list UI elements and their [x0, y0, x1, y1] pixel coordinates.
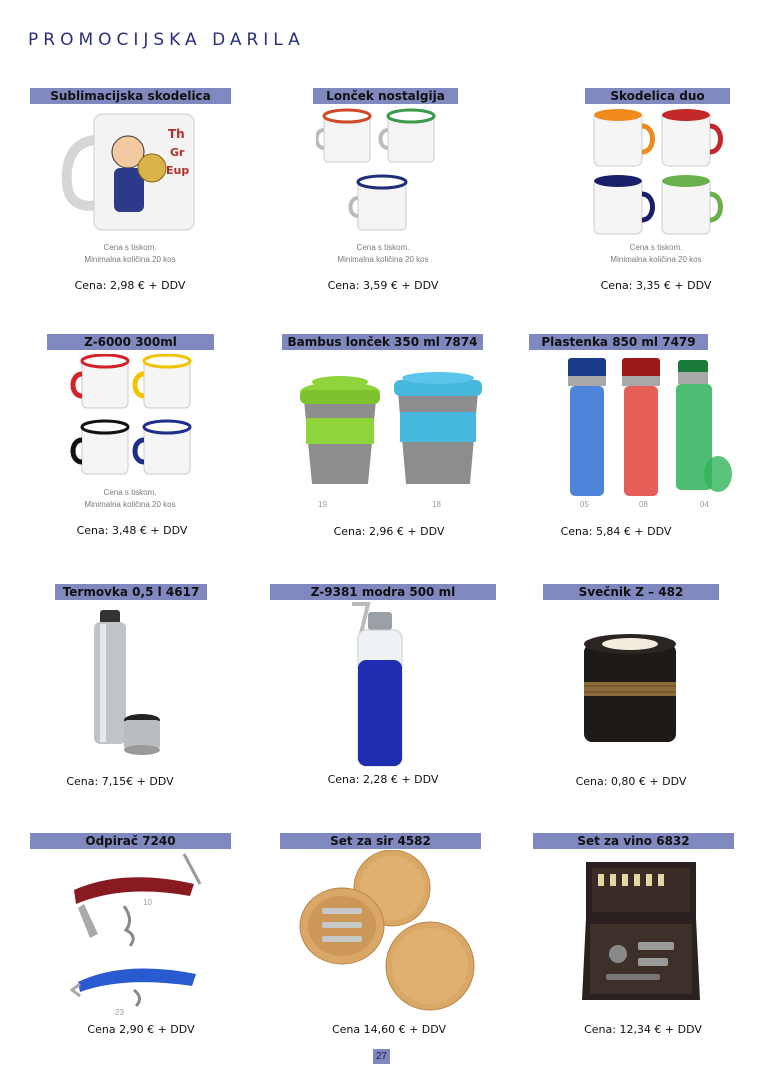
note-line: Cena s tiskom.: [103, 243, 157, 252]
price-note: [30, 487, 230, 511]
duo-mugs-image: [592, 108, 726, 238]
page-title: PROMOCIJSKA DARILA: [28, 30, 305, 50]
product-price: Cena: 2,28 € + DDV: [327, 773, 439, 786]
note-line: Minimalna količina 20 kos: [84, 500, 176, 509]
cheese-set-image: [298, 850, 478, 1014]
product-label-odpirac: Odpirač 7240: [30, 833, 231, 849]
price-note: [30, 242, 230, 266]
variant-code: 18: [432, 500, 441, 509]
variant-code: 08: [639, 500, 648, 509]
product-price: Cena 14,60 € + DDV: [331, 1023, 447, 1036]
candle-holder-image: [578, 630, 682, 750]
svg-text:Th: Th: [168, 127, 185, 141]
bamboo-cups-image: [296, 370, 488, 490]
corkscrew-image: [64, 850, 204, 1010]
variant-code: 04: [700, 500, 709, 509]
product-price: Cena: 5,84 € + DDV: [560, 525, 672, 538]
note-line: Minimalna količina 20 kos: [610, 255, 702, 264]
svg-text:Gr: Gr: [170, 146, 185, 159]
price-note: [283, 242, 483, 266]
note-line: Cena s tiskom.: [629, 243, 683, 252]
svg-text:Eup: Eup: [166, 164, 190, 177]
product-label-set-za-sir: Set za sir 4582: [280, 833, 481, 849]
product-price: Cena: 7,15€ + DDV: [66, 775, 174, 788]
z6000-mugs-image: [68, 354, 194, 478]
plastic-bottles-image: [560, 354, 740, 500]
product-label-set-za-vino: Set za vino 6832: [533, 833, 734, 849]
product-price: Cena: 2,98 € + DDV: [74, 279, 186, 292]
product-price: Cena: 12,34 € + DDV: [584, 1023, 702, 1036]
note-line: Minimalna količina 20 kos: [84, 255, 176, 264]
product-price: Cena: 0,80 € + DDV: [575, 775, 687, 788]
variant-code: 23: [115, 1008, 124, 1017]
product-label-z9381: Z-9381 modra 500 ml: [270, 584, 496, 600]
thermos-image: [88, 608, 168, 756]
variant-code: 19: [318, 500, 327, 509]
sublimation-mug-image: [60, 108, 200, 236]
note-line: Cena s tiskom.: [103, 488, 157, 497]
product-price: Cena: 3,59 € + DDV: [327, 279, 439, 292]
variant-code: 10: [143, 898, 152, 907]
product-label-bambus: Bambus lonček 350 ml 7874: [282, 334, 483, 350]
page-number: 27: [373, 1049, 390, 1064]
product-price: Cena 2,90 € + DDV: [87, 1023, 195, 1036]
product-label-plastenka: Plastenka 850 ml 7479: [529, 334, 708, 350]
note-line: Cena s tiskom.: [356, 243, 410, 252]
product-price: Cena: 2,96 € + DDV: [333, 525, 445, 538]
product-label-sublimacijska: Sublimacijska skodelica: [30, 88, 231, 104]
variant-code: 05: [580, 500, 589, 509]
product-label-loncek-nostalgija: Lonček nostalgija: [313, 88, 458, 104]
product-label-svecnik: Svečnik Z – 482: [543, 584, 719, 600]
enamel-mugs-image: [316, 108, 446, 234]
glass-bottle-image: [346, 602, 408, 768]
product-price: Cena: 3,35 € + DDV: [600, 279, 712, 292]
product-price: Cena: 3,48 € + DDV: [76, 524, 188, 537]
product-label-termovka: Termovka 0,5 l 4617: [55, 584, 207, 600]
product-label-skodelica-duo: Skodelica duo: [585, 88, 730, 104]
wine-set-image: [578, 858, 704, 1012]
note-line: Minimalna količina 20 kos: [337, 255, 429, 264]
price-note: [556, 242, 756, 266]
product-label-z6000: Z-6000 300ml: [47, 334, 214, 350]
